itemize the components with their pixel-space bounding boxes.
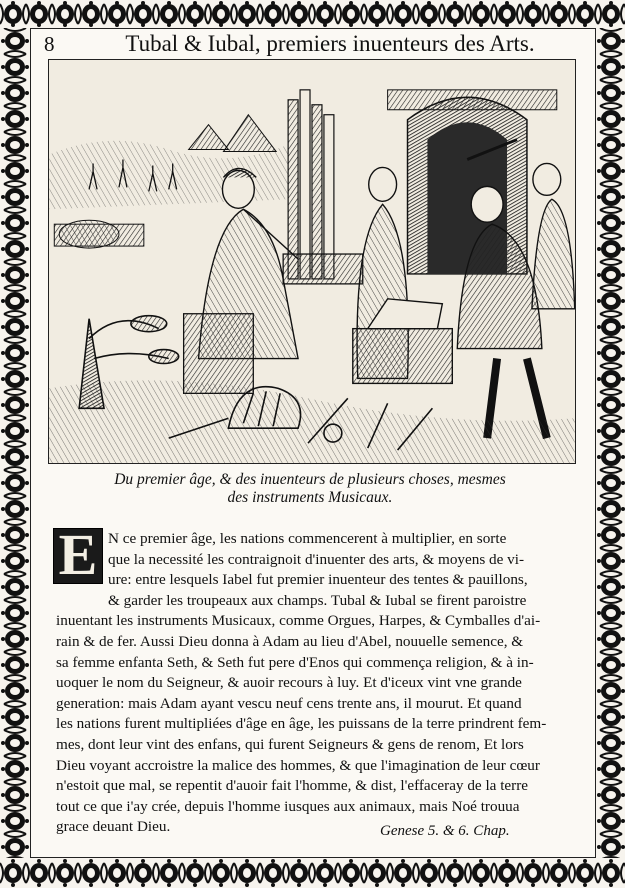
initial-letter: E — [58, 528, 98, 584]
page-number: 8 — [44, 32, 55, 56]
ornamental-border-right — [596, 28, 625, 858]
text-line: uoquer le nom du Seigneur, & auoir recours à luy. Et d'iceux vint vne grande — [56, 674, 522, 692]
running-head-title: Tubal & Iubal, premiers inuenteurs des Arts. — [125, 31, 535, 56]
ornamental-border-left — [0, 28, 30, 858]
ornamental-border-top — [0, 0, 625, 28]
text-line: N ce premier âge, les nations commencerent à multiplier, en sorte — [108, 530, 507, 547]
text-line: inuentant les instruments Musicaux, comme Orgues, Harpes, & Cymballes d'ai- — [56, 612, 541, 630]
text-line: & garder les troupeaux aux champs. Tubal & Iubal se firent paroistre — [108, 591, 527, 609]
text-line: generation: mais Adam ayant vescu neuf cens trente ans, il mourut. Et quand — [56, 694, 522, 712]
woodcut-illustration — [48, 59, 576, 464]
text-line: tout ce que i'ay crée, depuis l'homme iusques aux animaux, mais Noé trouua — [56, 797, 520, 815]
text-line: sa femme enfanta Seth, & Seth fut pere d'Enos qui commença religion, & à in- — [56, 653, 534, 671]
body-paragraph — [56, 529, 584, 838]
text-line: rain & de fer. Aussi Dieu donna à Adam au lieu d'Abel, nouuelle semence, & — [56, 632, 524, 650]
text-line: que la necessité les contraignoit d'inuenter des arts, & moyens de vi- — [108, 550, 525, 568]
text-line: les nations furent multipliées d'âge en âge, les puissans de la terre prindrent fem- — [56, 715, 547, 733]
text-line: Dieu voyant accroistre la malice des hommes, & que l'imagination de leur cœur — [56, 756, 540, 774]
ornamental-border-bottom — [0, 858, 625, 888]
text-line: n'estoit que mal, se repentit d'auoir fait l'homme, & dist, l'effaceray de la terre — [56, 777, 529, 795]
text-line: ure: entre lesquels Iabel fut premier inuenteur des tentes & pauillons, — [108, 571, 528, 589]
illustration-caption — [80, 471, 540, 507]
text-line: grace deuant Dieu. — [56, 818, 171, 836]
caption-line-1: Du premier âge, & des inuenteurs de plusieurs choses, mesmes — [114, 471, 506, 488]
scripture-reference: Genese 5. & 6. Chap. — [380, 823, 510, 839]
caption-line-2: des instruments Musicaux. — [227, 489, 393, 506]
text-line: mes, dont leur vint des enfans, qui furent Seigneurs & gens de renom, Et lors — [56, 735, 524, 753]
